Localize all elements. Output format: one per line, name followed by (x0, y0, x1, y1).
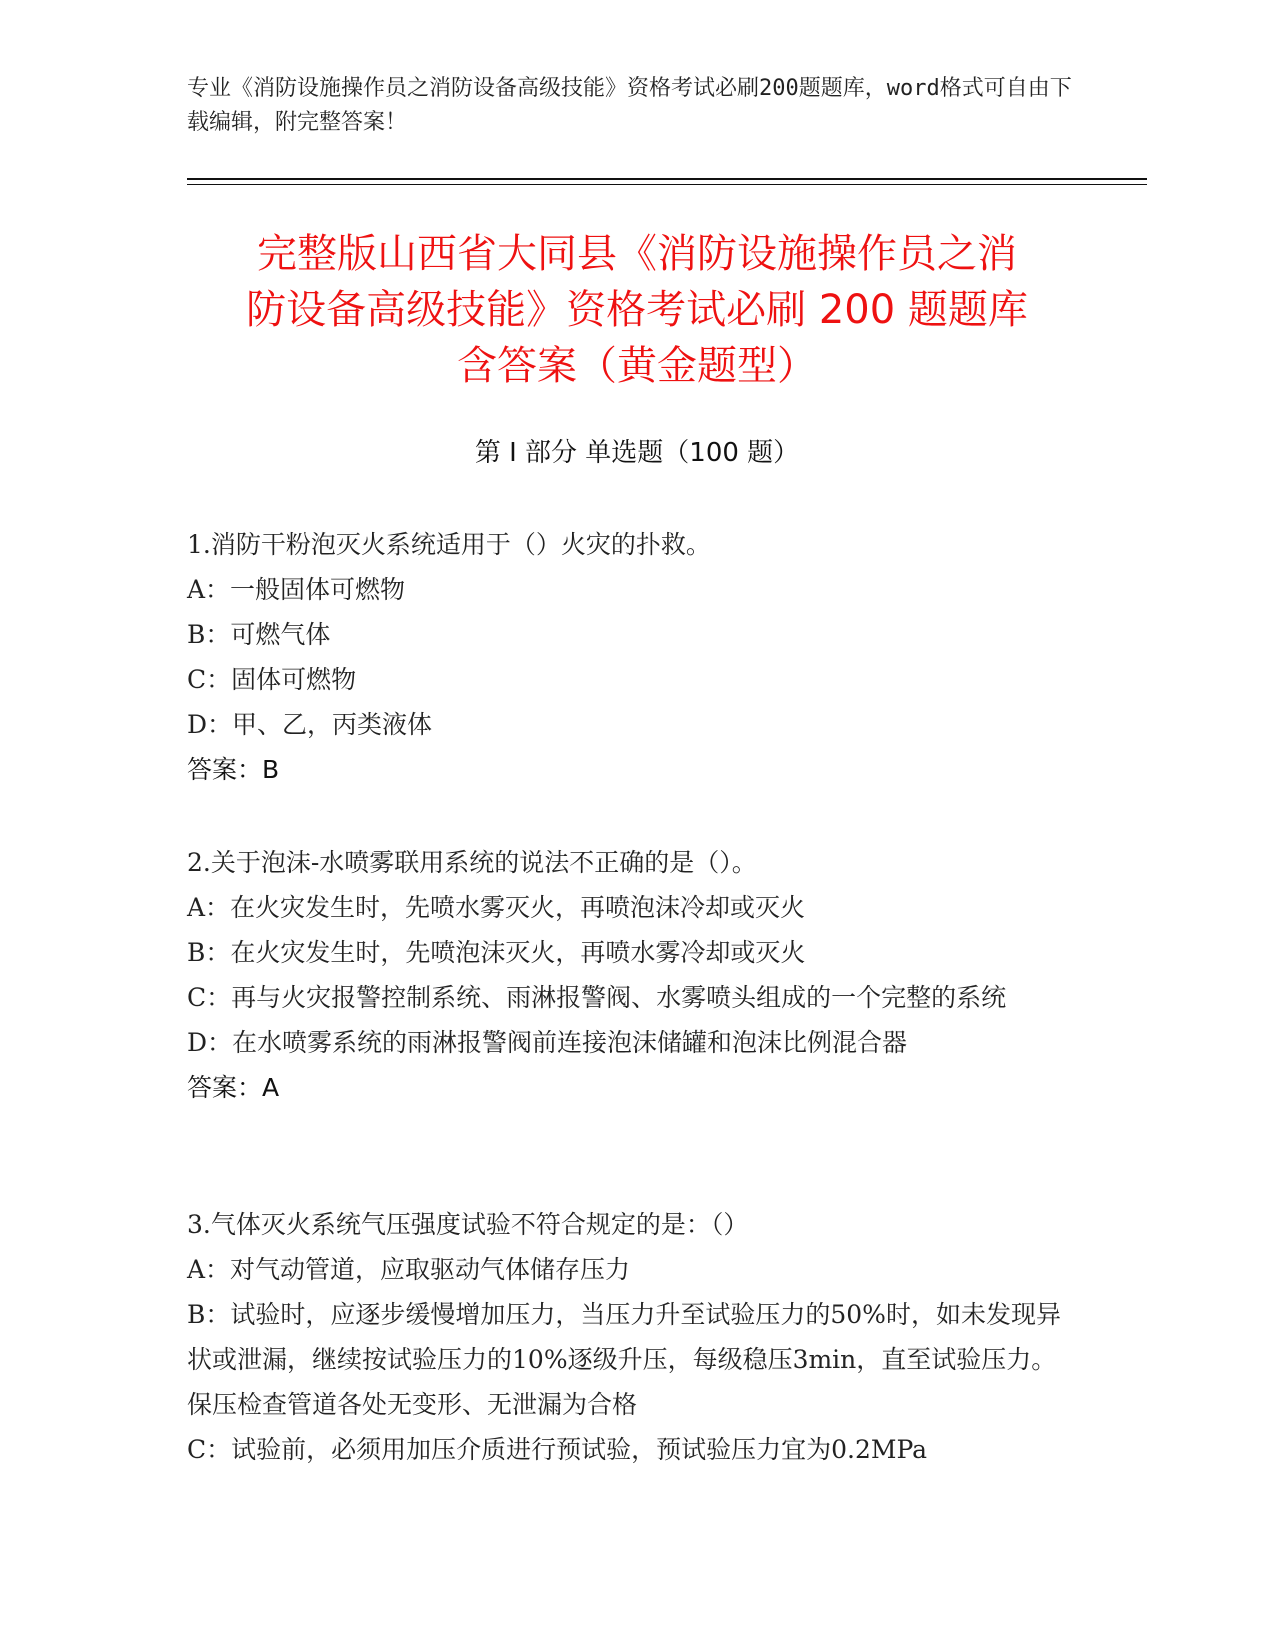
question-2 (187, 840, 1067, 1110)
answer: 答案：B (187, 755, 280, 784)
document-title (187, 226, 1087, 394)
option-a: A：对气动管道，应取驱动气体储存压力 (187, 1255, 631, 1284)
question-stem: 2.关于泡沫-水喷雾联用系统的说法不正确的是（）。 (187, 848, 757, 877)
option-a: A：在火灾发生时，先喷水雾灭火，再喷泡沫冷却或灭火 (187, 893, 806, 922)
option-b: B：试验时，应逐步缓慢增加压力，当压力升至试验压力的50%时，如未发现异状或泄漏，继续按试验压力的10%逐级升压，每级稳压3min，直至试验压力。保压检查管道各处无变形、无泄漏为合格 (187, 1300, 1061, 1419)
header-divider-thin (187, 184, 1147, 185)
header-note: 专业《消防设施操作员之消防设备高级技能》资格考试必刷200题题库，word格式可自由下载编辑，附完整答案！ (187, 76, 1072, 135)
question-1 (187, 522, 1067, 792)
option-c: C：固体可燃物 (187, 665, 357, 694)
option-d: D：在水喷雾系统的雨淋报警阀前连接泡沫储罐和泡沫比例混合器 (187, 1028, 908, 1057)
question-stem: 1.消防干粉泡灭火系统适用于（）火灾的扑救。 (187, 530, 711, 559)
question-3 (187, 1202, 1067, 1472)
header-divider-thick (187, 178, 1147, 180)
document-title-line-1: 完整版山西省大同县《消防设施操作员之消 (257, 231, 1017, 277)
document-title-line-2: 防设备高级技能》资格考试必刷 200 题题库 (246, 287, 1028, 333)
document-title-line-3: 含答案（黄金题型） (457, 343, 817, 389)
option-b: B：可燃气体 (187, 620, 331, 649)
question-stem: 3.气体灭火系统气压强度试验不符合规定的是：（） (187, 1210, 749, 1239)
option-a: A：一般固体可燃物 (187, 575, 406, 604)
option-c: C：试验前，必须用加压介质进行预试验，预试验压力宜为0.2MPa (187, 1435, 928, 1464)
answer: 答案：A (187, 1073, 280, 1102)
option-c: C：再与火灾报警控制系统、雨淋报警阀、水雾喷头组成的一个完整的系统 (187, 983, 1007, 1012)
option-b: B：在火灾发生时，先喷泡沫灭火，再喷水雾冷却或灭火 (187, 938, 806, 967)
option-d: D：甲、乙，丙类液体 (187, 710, 433, 739)
section-title: 第 I 部分 单选题（100 题） (474, 438, 800, 468)
